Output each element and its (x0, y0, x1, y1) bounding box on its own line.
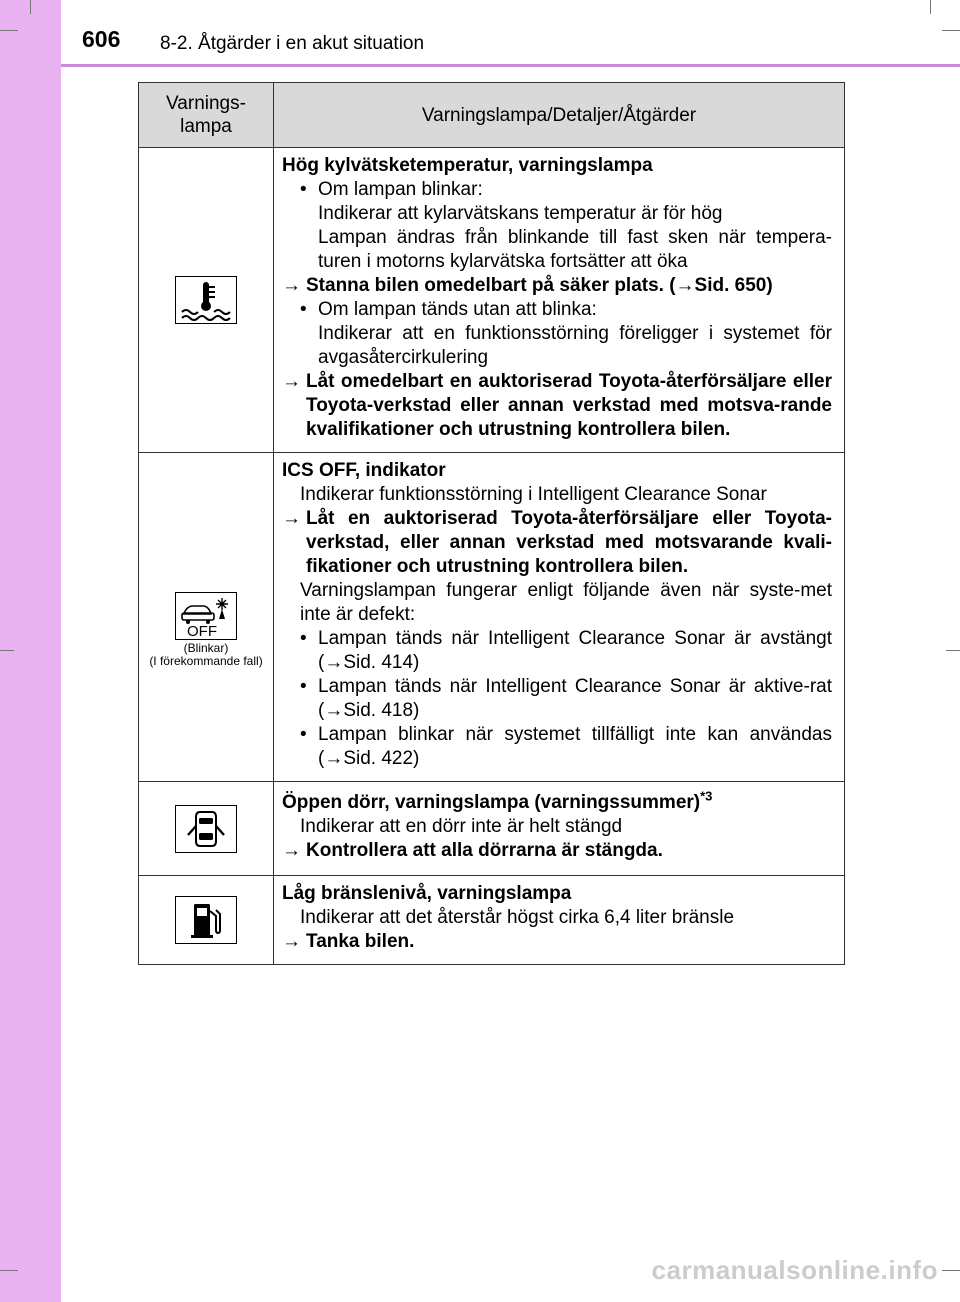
arrow-icon: → (282, 931, 301, 952)
action-item: → Stanna bilen omedelbart på säker plats. (→Sid. 650) (282, 275, 773, 296)
bullet-detail: Indikerar att kylarvätskans temperatur är för hög (318, 203, 723, 224)
bullet-detail: Lampan ändras från blinkande till fast sken när tempera-turen i motorns kylarvätska fortsätter att öka (318, 227, 832, 272)
lamp-description (274, 453, 845, 782)
ics-off-icon (175, 592, 237, 640)
bullet-item: • Lampan tänds när Intelligent Clearance Sonar är avstängt (→Sid. 414) (300, 628, 832, 673)
lamp-cell (139, 148, 274, 453)
lamp-cell (139, 782, 274, 876)
lamp-cell (139, 876, 274, 965)
lamp-title: Öppen dörr, varningslampa (varningssummer)$^{*3}$ (282, 788, 713, 813)
action-item: → Låt omedelbart en auktoriserad Toyota-återförsäljare eller Toyota-verkstad eller annan verkstad med motsva-rande kvalifikationer och utrustning kontrollera bilen. (282, 371, 832, 440)
action-item: → Låt en auktoriserad Toyota-återförsäljare eller Toyota-verkstad, eller annan verkstad med motsvarande kvali-fikationer och utrustning kontrollera bilen. (282, 508, 832, 577)
table-header-row (139, 83, 845, 148)
bullet-item: • Om lampan tänds utan att blinka: (300, 299, 597, 320)
bullet-detail: Indikerar att en funktionsstörning föreligger i systemet för avgasåtercirkulering (318, 323, 832, 368)
arrow-icon: → (282, 275, 301, 296)
page-number: 606 (82, 26, 121, 52)
lamp-description (274, 148, 845, 453)
side-color-band (0, 0, 61, 1302)
lamp-description (274, 782, 845, 876)
crop-mark (946, 650, 960, 651)
lamp-note: (I förekommande fall) (149, 654, 263, 668)
action-item: → Kontrollera att alla dörrarna är stängda. (282, 839, 663, 861)
header-rule (61, 64, 960, 67)
warning-lamp-table (138, 82, 845, 965)
footnote-marker: *3 (700, 788, 713, 804)
lamp-cell (139, 453, 274, 782)
watermark: carmanualsonline.info (651, 1255, 938, 1285)
crop-mark (942, 1270, 960, 1271)
lamp-note: (Blinkar) (183, 641, 229, 655)
fuel-pump-icon (175, 896, 237, 944)
section-title: 8-2. Åtgärder i en akut situation (160, 33, 425, 54)
crop-mark (0, 30, 18, 31)
description-text: Indikerar funktionsstörning i Intelligent Clearance Sonar (300, 484, 767, 505)
description-text: Indikerar att det återstår högst cirka 6,4 liter bränsle (300, 907, 735, 928)
arrow-icon: → (282, 371, 301, 392)
bullet-item: • Om lampan blinkar: (300, 179, 483, 200)
table-row (139, 148, 845, 453)
table-row (139, 453, 845, 782)
crop-mark (942, 30, 960, 31)
table-row (139, 782, 845, 876)
col-header-details: Varningslampa/Detaljer/Åtgärder (274, 83, 845, 148)
arrow-icon: → (282, 508, 301, 529)
bullet-item: • Lampan blinkar när systemet tillfälligt inte kan användas (→Sid. 422) (300, 724, 832, 769)
col-header-lamp: Varnings- lampa (139, 83, 274, 148)
lamp-title: Låg bränslenivå, varningslampa (282, 883, 572, 904)
lamp-title: Hög kylvätsketemperatur, varningslampa (282, 155, 653, 176)
arrow-icon: → (282, 839, 301, 861)
lamp-title: ICS OFF, indikator (282, 460, 446, 481)
crop-mark (30, 0, 31, 14)
open-door-icon (175, 805, 237, 853)
description-text: Indikerar att en dörr inte är helt stängd (300, 815, 623, 837)
bullet-item: • Lampan tänds när Intelligent Clearance Sonar är aktive-rat (→Sid. 418) (300, 676, 832, 721)
crop-mark (0, 650, 14, 651)
description-text: Varningslampan fungerar enligt följande även när syste-met inte är defekt: (300, 580, 832, 625)
lamp-description (274, 876, 845, 965)
action-item: → Tanka bilen. (282, 931, 415, 952)
crop-mark (930, 0, 931, 14)
svg-text:OFF: OFF (187, 623, 217, 639)
crop-mark (0, 1270, 18, 1271)
coolant-temperature-icon (175, 276, 237, 324)
table-row (139, 876, 845, 965)
